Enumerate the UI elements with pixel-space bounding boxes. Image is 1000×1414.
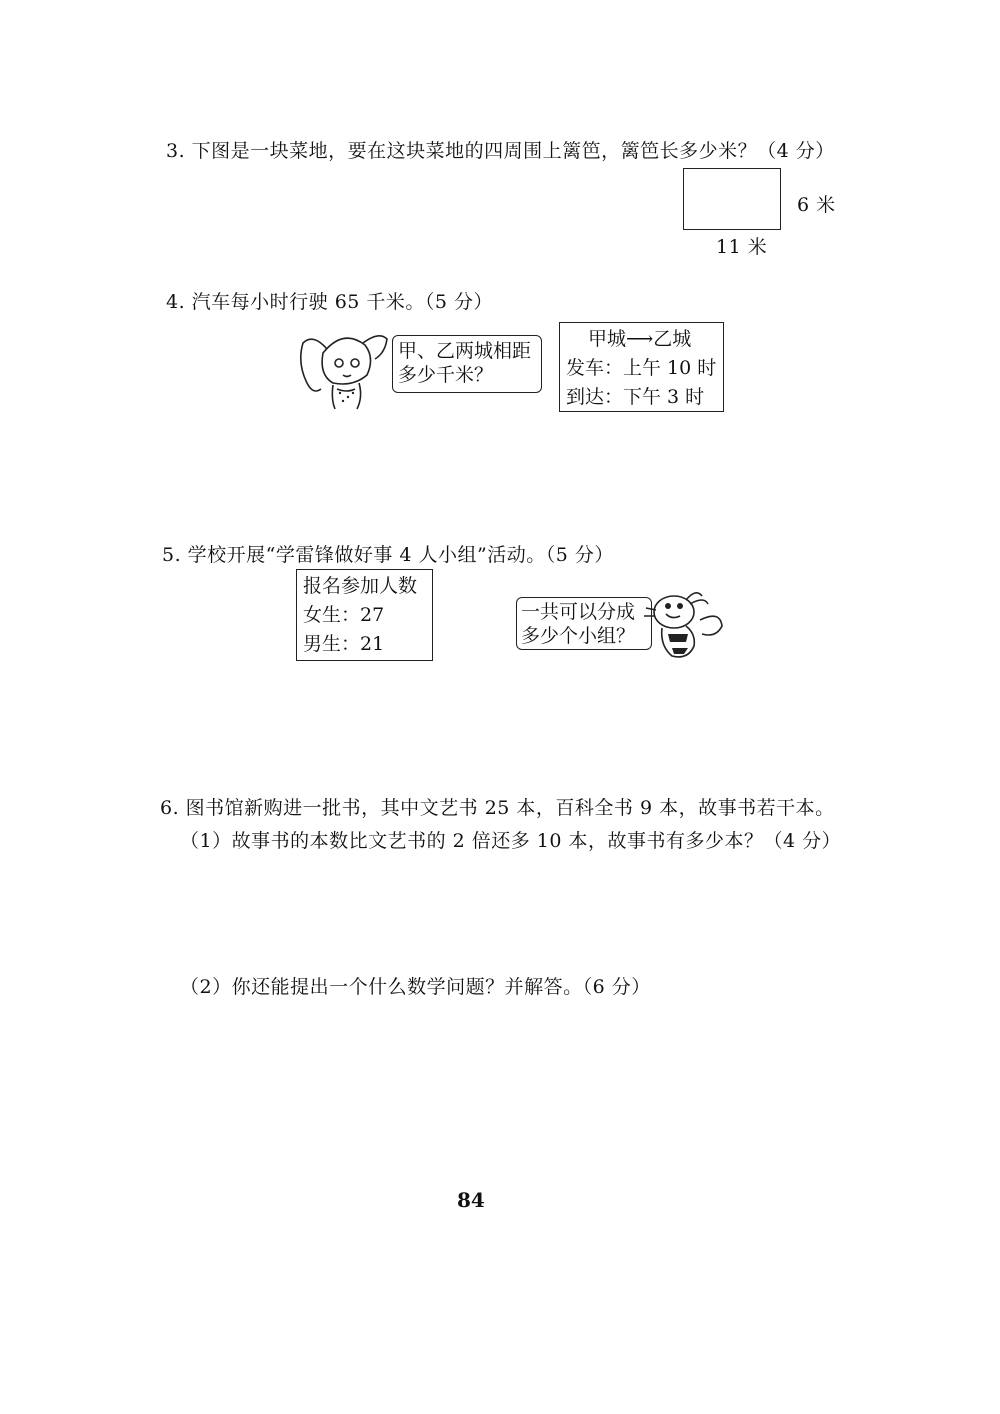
bus-schedule-box <box>559 322 724 412</box>
bubble-line-2: 多少个小组？ <box>521 625 636 647</box>
page-number: 84 <box>457 1188 485 1212</box>
question-6-text: 6. 图书馆新购进一批书，其中文艺书 25 本，百科全书 9 本，故事书若干本。 <box>160 797 835 819</box>
bubble-line-1: 一共可以分成 <box>521 601 636 623</box>
plot-width-label: 6 米 <box>797 194 836 216</box>
arrive-time: 到达：下午 3 时 <box>566 386 705 408</box>
bubble-line-1: 甲、乙两城相距 <box>398 340 532 362</box>
question-6-sub2: （2）你还能提出一个什么数学问题？并解答。（6 分） <box>180 976 651 998</box>
signup-title: 报名参加人数 <box>303 575 418 597</box>
route-from: 甲城 <box>588 328 627 350</box>
route-line <box>566 325 717 354</box>
bee-cartoon-icon <box>642 586 724 662</box>
group-question-bubble <box>516 597 652 650</box>
question-3-text: 3. 下图是一块菜地，要在这块菜地的四周围上篱笆，篱笆长多少米？（4 分） <box>166 140 835 162</box>
question-4-text: 4. 汽车每小时行驶 65 千米。（5 分） <box>166 291 494 313</box>
route-arrow-icon: ⟶ <box>626 328 654 350</box>
question-5-text: 5. 学校开展“学雷锋做好事 4 人小组”活动。（5 分） <box>162 544 614 566</box>
distance-question-bubble <box>392 335 542 393</box>
boys-count: 男生：21 <box>303 633 385 655</box>
vegetable-plot-rectangle <box>683 168 781 230</box>
plot-length-label: 11 米 <box>716 236 768 258</box>
question-6-sub1: （1）故事书的本数比文艺书的 2 倍还多 10 本，故事书有多少本？（4 分） <box>180 830 842 852</box>
bubble-line-2: 多少千米？ <box>398 364 494 386</box>
depart-time: 发车：上午 10 时 <box>566 357 717 379</box>
route-to: 乙城 <box>653 328 692 350</box>
girl-cartoon-icon <box>293 323 393 413</box>
signup-count-box <box>296 569 433 661</box>
girls-count: 女生：27 <box>303 604 385 626</box>
